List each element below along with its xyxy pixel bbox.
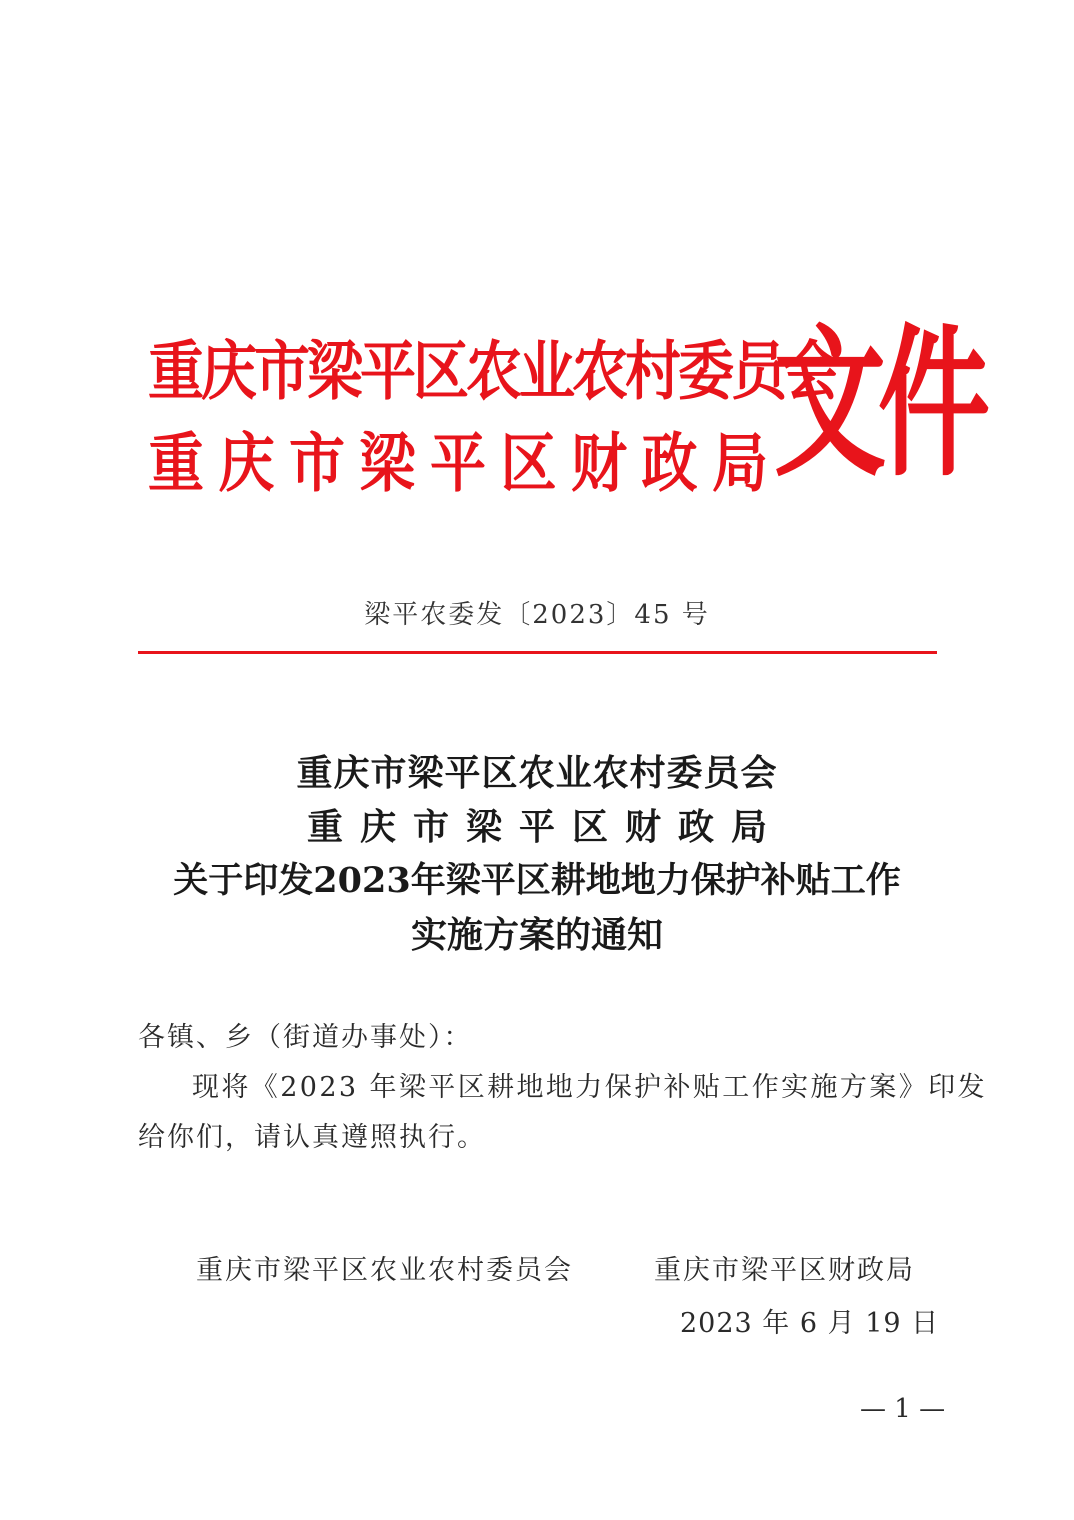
letterhead-issuer-1: 重庆市梁平区农业农村委员会 [148, 334, 837, 410]
page-number: — 1 — [860, 1394, 946, 1424]
title-line-4: 实施方案的通知 [410, 914, 663, 956]
title-line-1: 重庆市梁平区农业农村委员会 [296, 752, 778, 794]
letterhead-suffix: 文件 [774, 310, 982, 500]
body-paragraph-line-1: 现将《2023 年梁平区耕地地力保护补贴工作实施方案》印发 [192, 1072, 987, 1103]
title-line-3: 关于印发2023年梁平区耕地地力保护补贴工作 [173, 860, 901, 901]
signature-issuer-1: 重庆市梁平区农业农村委员会 [196, 1255, 573, 1286]
signature-issuer-2: 重庆市梁平区财政局 [654, 1255, 915, 1286]
title-line-2: 重庆市梁平区财政局 [306, 806, 784, 848]
signature-date: 2023 年 6 月 19 日 [680, 1308, 940, 1339]
letterhead-issuer-2: 重庆市梁平区财政局 [148, 426, 783, 502]
document-number: 梁平农委发〔2023〕45 号 [364, 600, 710, 630]
red-divider [138, 651, 937, 654]
salutation: 各镇、乡（街道办事处）： [138, 1022, 473, 1053]
body-paragraph-line-2: 给你们，请认真遵照执行。 [138, 1122, 486, 1153]
